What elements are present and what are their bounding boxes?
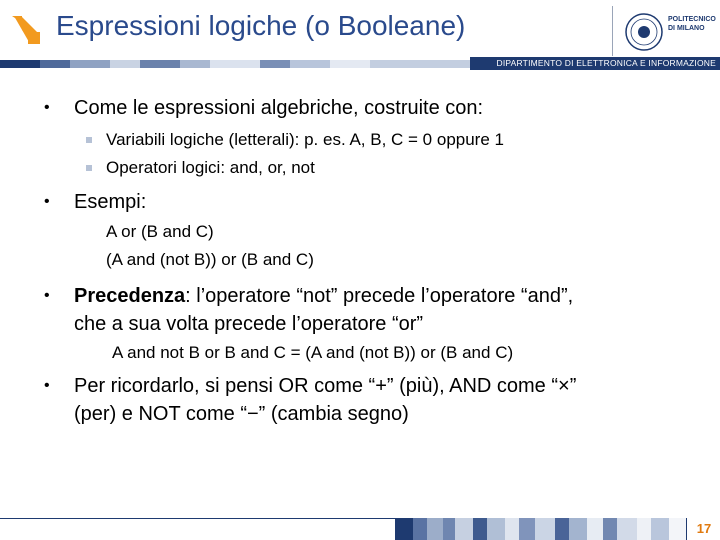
footer-color-band [0,518,720,540]
page-number: 17 [686,518,720,540]
bullet-dot: • [44,193,50,210]
header-divider [612,6,613,56]
square-bullet-icon [86,137,92,143]
example-expression: (A and (not B)) or (B and C) [106,250,314,269]
university-name: POLITECNICO DI MILANO [668,16,716,32]
precedence-keyword: Precedenza [74,285,186,307]
department-label: DIPARTIMENTO DI ELETTRONICA E INFORMAZIONE [470,57,720,70]
example-expression: A or (B and C) [106,222,214,241]
arrow-logo-icon [8,12,44,48]
university-seal-icon [624,12,664,52]
square-bullet-icon [86,165,92,171]
bullet-dot: • [44,287,50,304]
bullet-dot: • [44,99,50,116]
precedence-example: A and not B or B and C = (A and (not B)) or (B and C) [112,343,514,362]
bullet-dot: • [44,377,50,394]
slide-title: Espressioni logiche (o Booleane) [56,10,466,41]
